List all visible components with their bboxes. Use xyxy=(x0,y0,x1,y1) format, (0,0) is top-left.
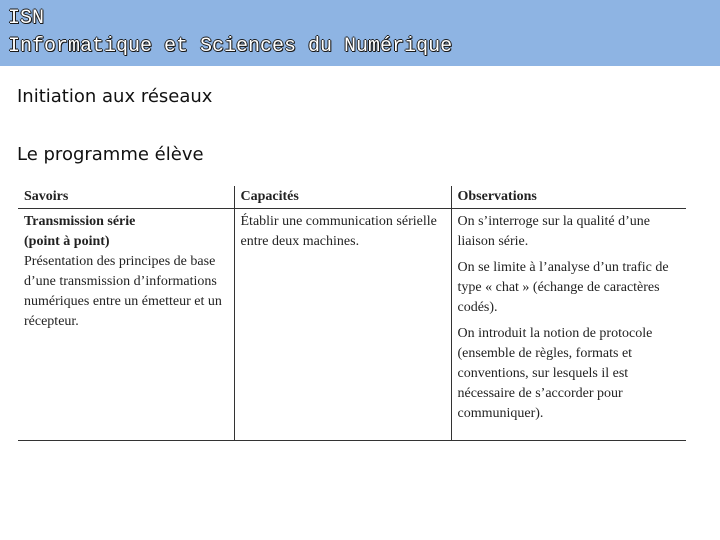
subtitle-heading: Le programme élève xyxy=(17,144,204,165)
title-banner xyxy=(0,0,720,66)
savoirs-bold-line: Transmission série xyxy=(24,214,136,229)
header-observations: Observations xyxy=(451,186,686,209)
program-table xyxy=(18,186,686,441)
header-capacites: Capacités xyxy=(234,186,451,209)
header-savoirs: Savoirs xyxy=(18,186,234,209)
banner-acronym: ISN xyxy=(8,7,45,30)
banner-title: Informatique et Sciences du Numérique xyxy=(8,35,453,58)
savoirs-cell xyxy=(18,209,234,441)
observation-item: On s’interroge sur la qualité d’une liaison série. xyxy=(457,214,650,249)
capacites-cell xyxy=(234,209,451,441)
savoirs-bold-line: (point à point) xyxy=(24,234,110,249)
capacites-text: Établir une communication sérielle entre deux machines. xyxy=(240,214,437,249)
savoirs-text: Présentation des principes de base d’une transmission d’informations numériques entre un émetteur et un récepteur. xyxy=(24,254,222,329)
table-row xyxy=(18,209,686,441)
observation-item: On se limite à l’analyse d’un trafic de type « chat » (échange de caractères codés). xyxy=(457,260,669,315)
table-header-row xyxy=(18,186,686,209)
topic-heading: Initiation aux réseaux xyxy=(17,86,213,107)
observations-cell xyxy=(451,209,686,441)
observation-item: On introduit la notion de protocole (ensemble de règles, formats et conventions, sur lesquels il est nécessaire de s’accorder pour communiquer). xyxy=(457,326,653,421)
